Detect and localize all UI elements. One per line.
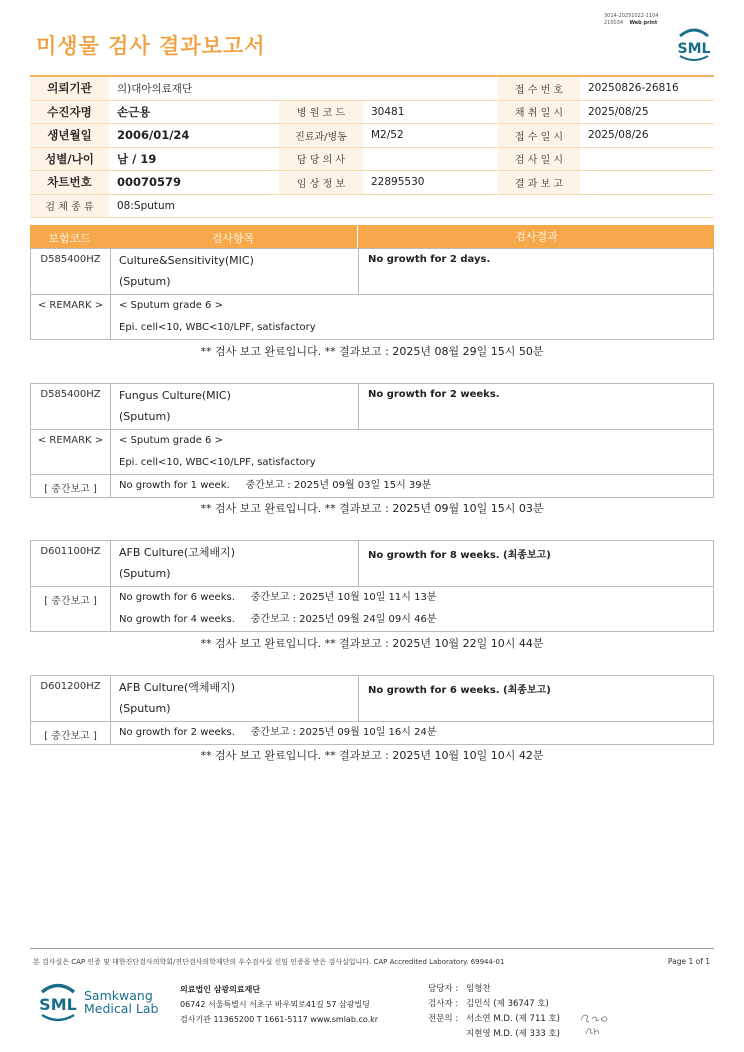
report-title: 미생물 검사 결과보고서	[36, 34, 266, 58]
label-test-date: 검 사 일 시	[498, 147, 580, 171]
chart-number: 00070579	[109, 171, 279, 195]
label-birth-date: 생년월일	[30, 124, 109, 148]
label-patient-name: 수진자명	[30, 100, 109, 124]
organization-contact: 검사기관 11365200 T 1661-5117 www.smlab.co.kr	[180, 1015, 379, 1024]
test-main-row	[31, 384, 713, 429]
label-specimen-type: 검 체 종 류	[30, 194, 109, 218]
label-sex-age: 성별/나이	[30, 147, 109, 171]
test-main-row	[31, 676, 713, 721]
report-complete-line: ** 검사 보고 완료입니다. ** 결과보고 : 2025년 10월 10일 10시 42분	[200, 749, 544, 762]
sex-age: 남 / 19	[109, 147, 279, 171]
label-attending-doctor: 담 당 의 사	[279, 147, 363, 171]
interim-label: [ 중간보고 ]	[44, 731, 97, 742]
remark-label: < REMARK >	[37, 435, 104, 446]
test-block	[30, 540, 714, 632]
brand-name	[84, 989, 158, 1015]
footer-divider	[30, 948, 714, 949]
remark-row	[31, 294, 713, 339]
staff-name: 임형찬	[466, 984, 491, 994]
remark-line: < Sputum grade 6 >	[119, 300, 223, 311]
header-test-item: 검사항목	[211, 232, 255, 245]
patient-name: 손근용	[109, 100, 279, 124]
label-requesting-institution: 의뢰기관	[30, 76, 109, 100]
test-result: No growth for 2 weeks.	[368, 389, 500, 400]
staff-role: 전문의 :	[428, 1014, 459, 1024]
staff-name: 서소연 M.D. (제 711 호)	[466, 1014, 561, 1024]
received-date: 2025/08/26	[580, 124, 714, 148]
remark-line: < Sputum grade 6 >	[119, 435, 223, 446]
label-accession-number: 접 수 번 호	[498, 76, 580, 100]
results-header	[30, 225, 714, 248]
staff-list	[428, 982, 560, 1042]
label-clinical-info: 임 상 정 보	[279, 171, 363, 195]
label-chart-number: 차트번호	[30, 171, 109, 195]
staff-role: 검사자 :	[428, 999, 459, 1009]
test-result: No growth for 8 weeks. (최종보고)	[368, 550, 551, 561]
test-date	[580, 147, 714, 171]
samkwang-logo-text: SML	[39, 995, 77, 1014]
specimen-type: 08:Sputum	[109, 194, 714, 218]
interim-line: No growth for 2 weeks. 중간보고 : 2025년 09월 10일 16시 24분	[119, 727, 437, 738]
signature-image	[578, 1010, 612, 1042]
test-name: AFB Culture(고체배지)	[119, 546, 236, 559]
requesting-institution: 의)대아의료재단	[109, 76, 498, 100]
remark-row	[31, 429, 713, 474]
test-specimen: (Sputum)	[119, 275, 171, 288]
interim-line: No growth for 1 week. 중간보고 : 2025년 09월 03일 15시 39분	[119, 480, 432, 491]
test-main-row	[31, 541, 713, 586]
department-ward: M2/52	[363, 124, 498, 148]
label-hospital-code: 병 원 코 드	[279, 100, 363, 124]
test-code: D601200HZ	[40, 681, 101, 692]
test-main-row	[31, 249, 713, 294]
clinical-info: 22895530	[363, 171, 498, 195]
test-name: AFB Culture(액체배지)	[119, 681, 236, 694]
staff-name: 김민식 (제 36747 호)	[466, 999, 549, 1009]
remark-line: Epi. cell<10, WBC<10/LPF, satisfactory	[119, 322, 316, 333]
header-test-result: 검사결과	[357, 225, 715, 248]
test-specimen: (Sputum)	[119, 567, 171, 580]
interim-row	[31, 474, 713, 497]
result-report	[580, 171, 714, 195]
report-complete-line: ** 검사 보고 완료입니다. ** 결과보고 : 2025년 09월 10일 15시 03분	[200, 502, 544, 515]
interim-line: No growth for 6 weeks. 중간보고 : 2025년 10월 10일 11시 13분	[119, 592, 437, 603]
test-name: Fungus Culture(MIC)	[119, 389, 231, 402]
remark-label: < REMARK >	[37, 300, 104, 311]
samkwang-logo	[36, 979, 80, 1031]
organization-address: 06742 서울특별시 서초구 바우뫼로41길 57 삼광빌딩	[180, 1000, 370, 1009]
sml-logo	[674, 26, 714, 66]
test-specimen: (Sputum)	[119, 410, 171, 423]
test-code: D585400HZ	[40, 254, 101, 265]
staff-name: 지현영 M.D. (제 333 호)	[466, 1029, 561, 1039]
interim-line: No growth for 4 weeks. 중간보고 : 2025년 09월 24일 09시 46분	[119, 614, 437, 625]
organization-name: 의료법인 삼광의료재단	[180, 985, 261, 994]
test-code: D585400HZ	[40, 389, 101, 400]
header-insurance-code: 보험코드	[48, 232, 91, 245]
page-number: Page 1 of 1	[667, 957, 710, 966]
collection-date: 2025/08/25	[580, 100, 714, 124]
test-block	[30, 383, 714, 498]
report-complete-line: ** 검사 보고 완료입니다. ** 결과보고 : 2025년 08월 29일 15시 50분	[200, 345, 544, 358]
test-name: Culture&Sensitivity(MIC)	[119, 254, 254, 267]
interim-label: [ 중간보고 ]	[44, 484, 97, 495]
organization-info	[180, 982, 378, 1027]
label-collection-date: 채 취 일 시	[498, 100, 580, 124]
staff-role: 담당자 :	[428, 984, 459, 994]
test-specimen: (Sputum)	[119, 702, 171, 715]
hospital-code: 30481	[363, 100, 498, 124]
brand-line-2: Medical Lab	[84, 1001, 159, 1016]
web-print-label: Web print	[629, 20, 658, 26]
test-result: No growth for 2 days.	[368, 254, 491, 265]
label-department-ward: 진료과/병동	[279, 124, 363, 148]
remark-line: Epi. cell<10, WBC<10/LPF, satisfactory	[119, 457, 316, 468]
document-code-line1: 3014-20251022-1104	[604, 13, 659, 19]
interim-row	[31, 586, 713, 631]
sml-logo-text: SML	[677, 41, 711, 57]
patient-info-table	[30, 75, 714, 218]
test-code: D601100HZ	[40, 546, 101, 557]
interim-row	[31, 721, 713, 744]
accession-number: 20250826-26816	[580, 76, 714, 100]
label-received-date: 접 수 일 시	[498, 124, 580, 148]
test-result: No growth for 6 weeks. (최종보고)	[368, 685, 551, 696]
label-result-report: 결 과 보 고	[498, 171, 580, 195]
document-code	[604, 13, 659, 27]
accreditation-note: 본 검사실은 CAP 인증 및 대한진단검사의학회/진단검사의학재단의 우수검사실 신임 인증을 받은 검사실입니다. CAP Accredited Laboratory. 69944-01	[33, 958, 505, 966]
document-code-line2: 210034	[604, 20, 624, 26]
brand-line-1: Samkwang	[84, 988, 153, 1003]
test-block	[30, 248, 714, 340]
attending-doctor	[363, 147, 498, 171]
birth-date: 2006/01/24	[109, 124, 279, 148]
test-block	[30, 675, 714, 745]
interim-label: [ 중간보고 ]	[44, 596, 97, 607]
report-complete-line: ** 검사 보고 완료입니다. ** 결과보고 : 2025년 10월 22일 10시 44분	[200, 637, 544, 650]
